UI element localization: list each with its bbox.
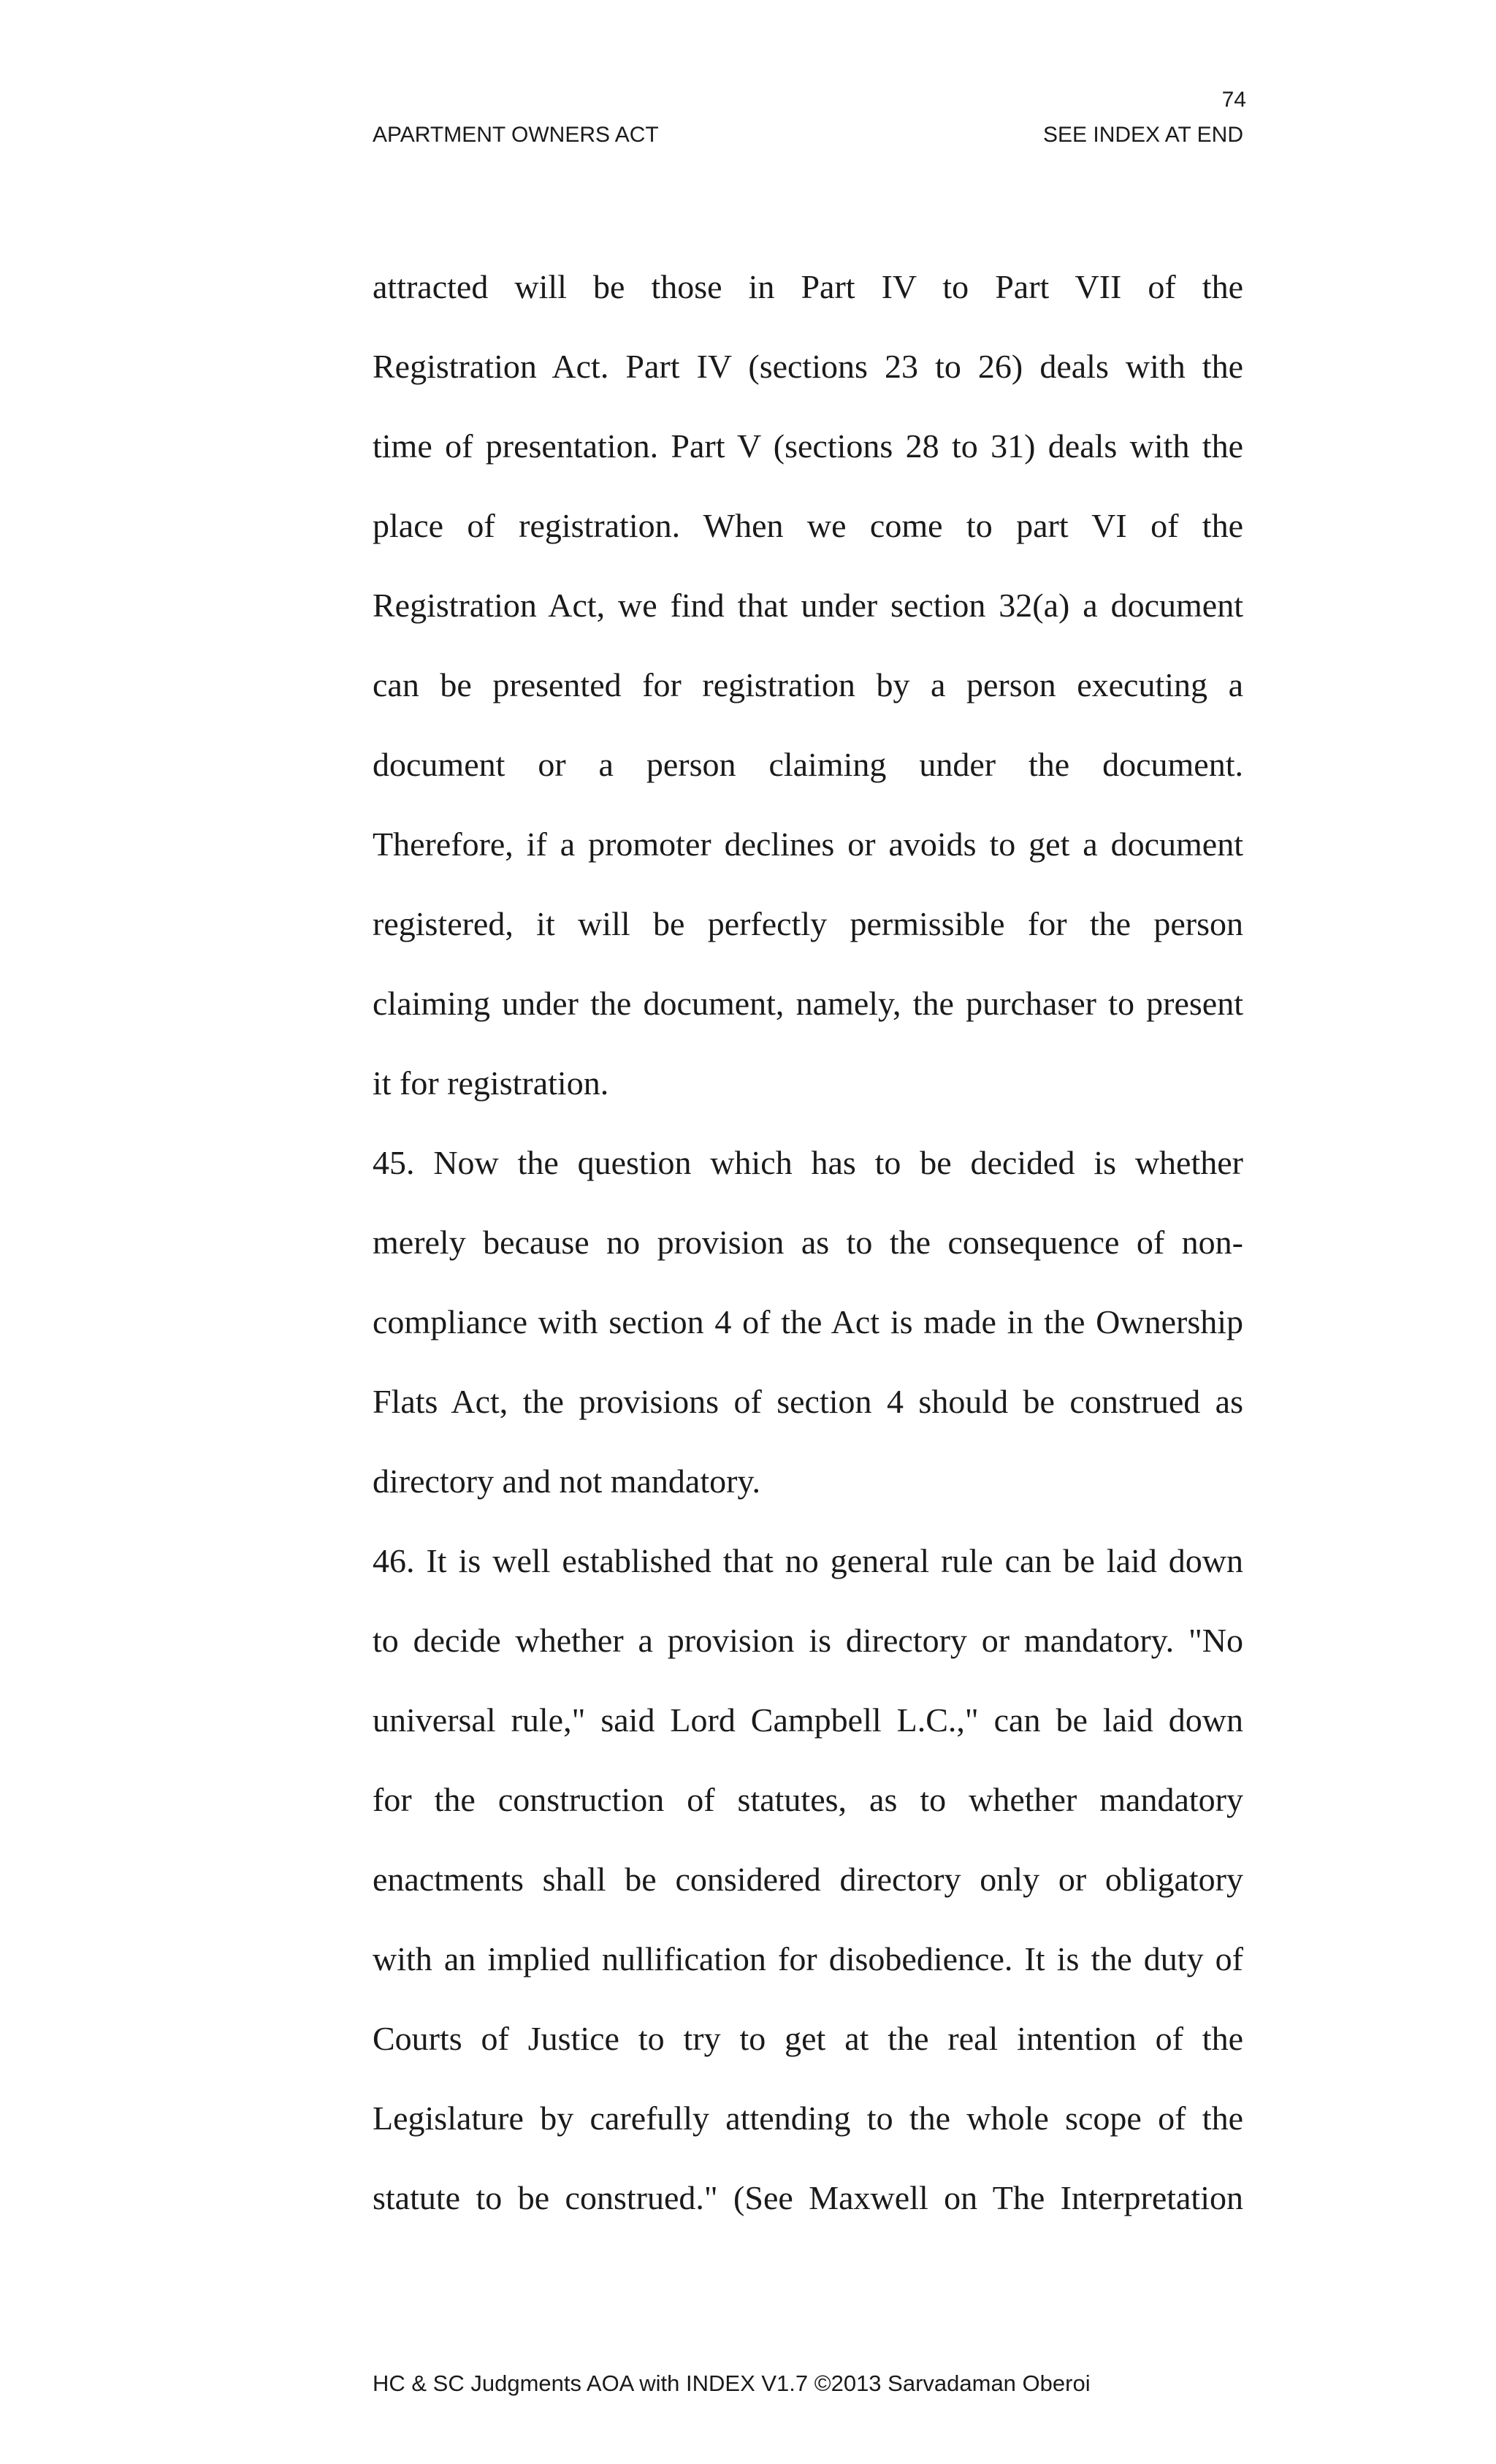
text-line: Registration Act. Part IV (sections 23 to 26) deals with the bbox=[373, 348, 1243, 385]
text-line: attracted will be those in Part IV to Part VII of the bbox=[373, 268, 1243, 305]
header-title: APARTMENT OWNERS ACT bbox=[373, 123, 659, 147]
page-number: 74 bbox=[1221, 88, 1246, 112]
text-line: for the construction of statutes, as to whether mandatory bbox=[373, 1781, 1243, 1818]
page-footer: HC & SC Judgments AOA with INDEX V1.7 ©2013 Sarvadaman Oberoi bbox=[373, 2370, 1091, 2396]
text-line: it for registration. bbox=[373, 1064, 609, 1102]
text-line: enactments shall be considered directory only or obligatory bbox=[373, 1861, 1243, 1898]
page-header bbox=[373, 123, 1243, 148]
text-line: can be presented for registration by a person executing a bbox=[373, 666, 1243, 703]
text-line: place of registration. When we come to part VI of the bbox=[373, 507, 1243, 544]
text-line: Therefore, if a promoter declines or avoids to get a document bbox=[373, 825, 1243, 863]
text-line: Flats Act, the provisions of section 4 should be construed as bbox=[373, 1383, 1243, 1420]
text-line: Legislature by carefully attending to the whole scope of the bbox=[373, 2099, 1243, 2137]
text-line: document or a person claiming under the document. bbox=[373, 746, 1243, 783]
text-line: to decide whether a provision is directory or mandatory. "No bbox=[373, 1622, 1243, 1659]
text-line: merely because no provision as to the consequence of non- bbox=[373, 1224, 1243, 1261]
text-line: statute to be construed." (See Maxwell on The Interpretation bbox=[373, 2179, 1243, 2216]
text-line: 46. It is well established that no general rule can be laid down bbox=[373, 1542, 1243, 1579]
text-line: compliance with section 4 of the Act is made in the Ownership bbox=[373, 1303, 1243, 1340]
text-line: Courts of Justice to try to get at the real intention of the bbox=[373, 2020, 1243, 2057]
text-line: registered, it will be perfectly permissible for the person bbox=[373, 905, 1243, 942]
text-line: directory and not mandatory. bbox=[373, 1462, 760, 1500]
text-line: Registration Act, we find that under section 32(a) a document bbox=[373, 587, 1243, 624]
text-line: time of presentation. Part V (sections 28 to 31) deals with the bbox=[373, 427, 1243, 465]
text-line: with an implied nullification for disobedience. It is the duty of bbox=[373, 1940, 1243, 1977]
text-line: claiming under the document, namely, the purchaser to present bbox=[373, 985, 1243, 1022]
text-line: universal rule," said Lord Campbell L.C.," can be laid down bbox=[373, 1701, 1243, 1739]
text-line: 45. Now the question which has to be decided is whether bbox=[373, 1144, 1243, 1181]
header-index-note: SEE INDEX AT END bbox=[1043, 123, 1243, 147]
